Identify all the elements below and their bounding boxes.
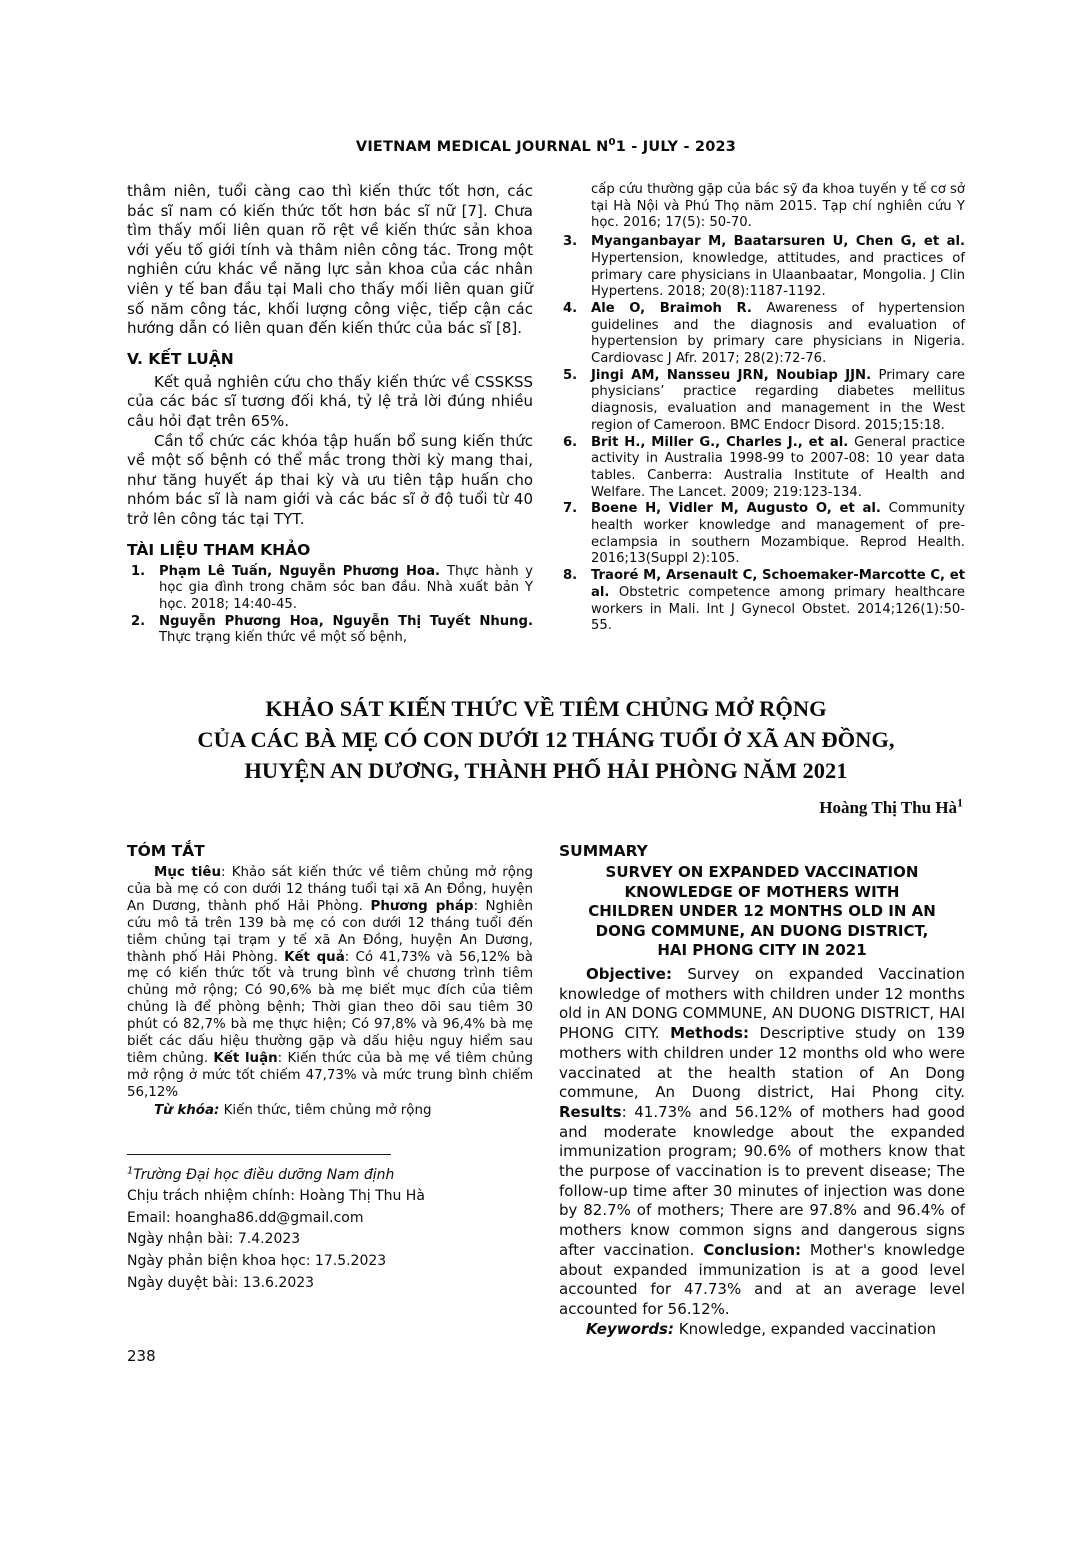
tomtat-keywords: Từ khóa: Kiến thức, tiêm chủng mở rộng — [154, 1102, 432, 1118]
page-number: 238 — [127, 1347, 156, 1365]
reference-number: 5. — [563, 367, 578, 383]
reference-item-6 — [559, 435, 965, 502]
reference-item-3 — [559, 234, 965, 301]
reference-number: 6. — [563, 434, 578, 450]
reference-text: Boene H, Vidler M, Augusto O, et al. Community health worker knowledge and management of pre-eclampsia in southern Mozambique. Reprod Health. 2016;13(Suppl 2):105. — [591, 501, 965, 567]
references-list-left — [127, 564, 533, 648]
article1-left-column — [127, 182, 533, 647]
summary-title-line-1: SURVEY ON EXPANDED VACCINATION — [605, 863, 919, 882]
article1-body-paragraph: thâm niên, tuổi càng cao thì kiến thức tốt hơn, các bác sĩ nam có kiến thức tốt hơn bác sĩ nữ [7]. Chưa tìm thấy mối liên quan rõ rệt về kiến thức sản khoa với yếu tố giới tính và thâm niên công tác. Trong một nghiên cứu khác về năng lực sản khoa của các nhân viên y tế ban đầu tại Mali cho thấy mối liên quan giữ số năm công tác, khối lượng công việc, tiếp cận các hướng dẫn có liên quan đến kiến thức của bác sĩ [8]. — [127, 182, 533, 338]
footnote-separator-rule — [127, 1154, 391, 1155]
summary-keywords: Keywords: Knowledge, expanded vaccination — [586, 1319, 937, 1338]
summary-title — [559, 863, 965, 961]
footnote-accepted-date: Ngày duyệt bài: 13.6.2023 — [127, 1274, 315, 1291]
footnote-reviewed-date: Ngày phản biện khoa học: 17.5.2023 — [127, 1252, 387, 1269]
reference-text: Traoré M, Arsenault C, Schoemaker-Marcotte C, et al. Obstetric competence among primary healthcare workers in Mali. Int J Gynecol Obstet. 2014;126(1):50-55. — [591, 568, 965, 634]
article2-title-line-2: CỦA CÁC BÀ MẸ CÓ CON DƯỚI 12 THÁNG TUỔI Ở XÃ AN ĐỒNG, — [197, 727, 895, 753]
reference-item-7 — [559, 501, 965, 568]
reference-item-2 — [127, 614, 533, 647]
reference-item-1 — [127, 564, 533, 614]
conclusion-paragraph-2: Cần tổ chức các khóa tập huấn bổ sung kiến thức về một số bệnh có thể mắc trong thời kỳ mang thai, như tăng huyết áp thai kỳ và ưu tiên tập huấn cho nhóm bác sĩ là nam giới và các bác sĩ ở độ tuổi từ 40 trở lên công tác tại TYT. — [127, 431, 533, 528]
article2-title-line-1: KHẢO SÁT KIẾN THỨC VỀ TIÊM CHỦNG MỞ RỘNG — [265, 696, 827, 722]
article1-columns — [127, 182, 965, 647]
article1-right-column — [559, 182, 965, 635]
tomtat-heading: TÓM TẮT — [127, 842, 205, 861]
reference-item-5 — [559, 368, 965, 435]
reference-number: 1. — [131, 563, 146, 579]
reference-item-8 — [559, 568, 965, 635]
journal-running-head: VIETNAM MEDICAL JOURNAL $N^01$ - JULY - 2023 — [355, 137, 737, 155]
summary-heading: SUMMARY — [559, 842, 648, 861]
references-list-right — [559, 234, 965, 635]
summary-title-line-5: HAI PHONG CITY IN 2021 — [657, 941, 867, 960]
article2-columns — [127, 842, 965, 1339]
page-content — [127, 182, 965, 1339]
article2-right-column — [559, 842, 965, 1339]
references-heading: TÀI LIỆU THAM KHẢO — [127, 540, 311, 559]
reference-number: 2. — [131, 613, 146, 629]
reference-2-continuation: cấp cứu thường gặp của bác sỹ đa khoa tuyến y tế cơ sở tại Hà Nội và Phú Thọ năm 2015. Tạp chí nghiên cứu Y học. 2016; 17(5): 50-70. — [591, 182, 965, 231]
reference-number: 8. — [563, 568, 578, 584]
reference-text: Ale O, Braimoh R. Awareness of hypertension guidelines and the diagnosis and evaluation of hypertension by primary care physicians in Nigeria. Cardiovasc J Afr. 2017; 28(2):72-76. — [591, 300, 966, 367]
summary-title-line-2: KNOWLEDGE OF MOTHERS WITH — [624, 882, 900, 901]
footnote-email: Email: hoangha86.dd@gmail.com — [127, 1209, 364, 1226]
footnote-corresponding-author: Chịu trách nhiệm chính: Hoàng Thị Thu Hà — [127, 1188, 425, 1205]
footnote-block — [127, 1165, 533, 1295]
conclusion-heading: V. KẾT LUẬN — [127, 349, 234, 368]
reference-text: Jingi AM, Nansseu JRN, Noubiap JJN. Primary care physicians’ practice regarding diabetes mellitus diagnosis, evaluation and management in the West region of Cameroon. BMC Endocr Disord. 2015;15:18. — [591, 367, 965, 433]
reference-number: 7. — [563, 501, 578, 517]
summary-abstract: Objective: Survey on expanded Vaccination knowledge of mothers with children under 12 months old in AN DONG COMMUNE, AN DUONG DISTRICT, HAI PHONG CITY. Methods: Descriptive study on 139 mothers with children under 12 months old who were vaccinated at the health station of An Dong commune, An Duong district, Hai Phong city. Results: 41.73% and 56.12% of mothers had good and moderate knowledge about the expanded immunization program; 90.6% of mothers know that the purpose of vaccination is to prevent disease; The follow-up time after 30 minutes of injection was done by 82.7% of mothers; There are 97.8% and 96.4% of mothers know common signs and dangerous signs after vaccination. Conclusion: Mother's knowledge about expanded immunization is at a good level accounted for 47.73% and at an average level accounted for 56.12%. — [559, 964, 966, 1318]
tomtat-abstract: Mục tiêu: Khảo sát kiến thức về tiêm chủng mở rộng của bà mẹ có con dưới 12 tháng tuổi tại xã An Đồng, huyện An Dương, thành phố Hải Phòng. Phương pháp: Nghiên cứu mô tả trên 139 bà mẹ có con dưới 12 tháng tuổi đến tiêm chủng tại trạm y tế xã An Đồng, huyện An Dương, thành phố Hải Phòng. Kết quả: Có 41,73% và 56,12% bà mẹ có kiến thức tốt và trung bình về chương trình tiêm chủng mở rộng; Có 90,6% bà mẹ biết mục đích của tiêm chủng là để phòng bệnh; Thời gian theo dõi sau tiêm 30 phút có 82,7% bà mẹ thực hiện; Có 97,8% và 96,4% bà mẹ biết các dấu hiệu thường gặp và dấu hiệu nguy hiểm sau tiêm chủng. Kết luận: Kiến thức của bà mẹ về tiêm chủng mở rộng ở mức tốt chiếm 47,73% và mức trung bình chiếm 56,12% — [127, 865, 534, 1100]
reference-text: Phạm Lê Tuấn, Nguyễn Phương Hoa. Thực hành y học gia đình trong chăm sóc ban đầu. Nhà xuất bản Y học. 2018; 14:40-45. — [159, 563, 533, 612]
author-affiliation-superscript: 1 — [957, 795, 963, 810]
conclusion-paragraph-1: Kết quả nghiên cứu cho thấy kiến thức về CSSKSS của các bác sĩ tương đối khá, tỷ lệ trả lời đúng nhiều câu hỏi đạt trên 65%. — [127, 372, 533, 430]
footnote-received-date: Ngày nhận bài: 7.4.2023 — [127, 1231, 301, 1248]
article2-title — [127, 693, 965, 786]
article2 — [127, 693, 965, 1339]
summary-title-line-4: DONG COMMUNE, AN DUONG DISTRICT, — [595, 921, 929, 940]
footnote-affiliation: $^1$Trường Đại học điều dưỡng Nam định — [127, 1164, 395, 1183]
article2-title-line-3: HUYỆN AN DƯƠNG, THÀNH PHỐ HẢI PHÒNG NĂM 2021 — [244, 758, 848, 784]
reference-number: 4. — [563, 300, 578, 316]
article2-author — [127, 795, 965, 818]
reference-number: 3. — [563, 234, 578, 250]
reference-text: Myanganbayar M, Baatarsuren U, Chen G, et al. Hypertension, knowledge, attitudes, and practices of primary care physicians in Ulaanbaatar, Mongolia. J Clin Hypertens. 2018; 20(8):1187-1192. — [591, 234, 965, 300]
reference-item-4 — [559, 301, 965, 368]
author-name: Hoàng Thị Thu Hà — [819, 798, 958, 818]
summary-title-line-3: CHILDREN UNDER 12 MONTHS OLD IN AN — [588, 902, 936, 921]
reference-text: Brit H., Miller G., Charles J., et al. General practice activity in Australia 1998-99 to 2007-08: 10 year data tables. Canberra: Australia Institute of Health and Welfare. The Lancet. 2009; 219:123-134. — [591, 434, 965, 500]
reference-text: Nguyễn Phương Hoa, Nguyễn Thị Tuyết Nhung. Thực trạng kiến thức về một số bệnh, — [159, 613, 533, 646]
article2-left-column — [127, 842, 533, 1294]
